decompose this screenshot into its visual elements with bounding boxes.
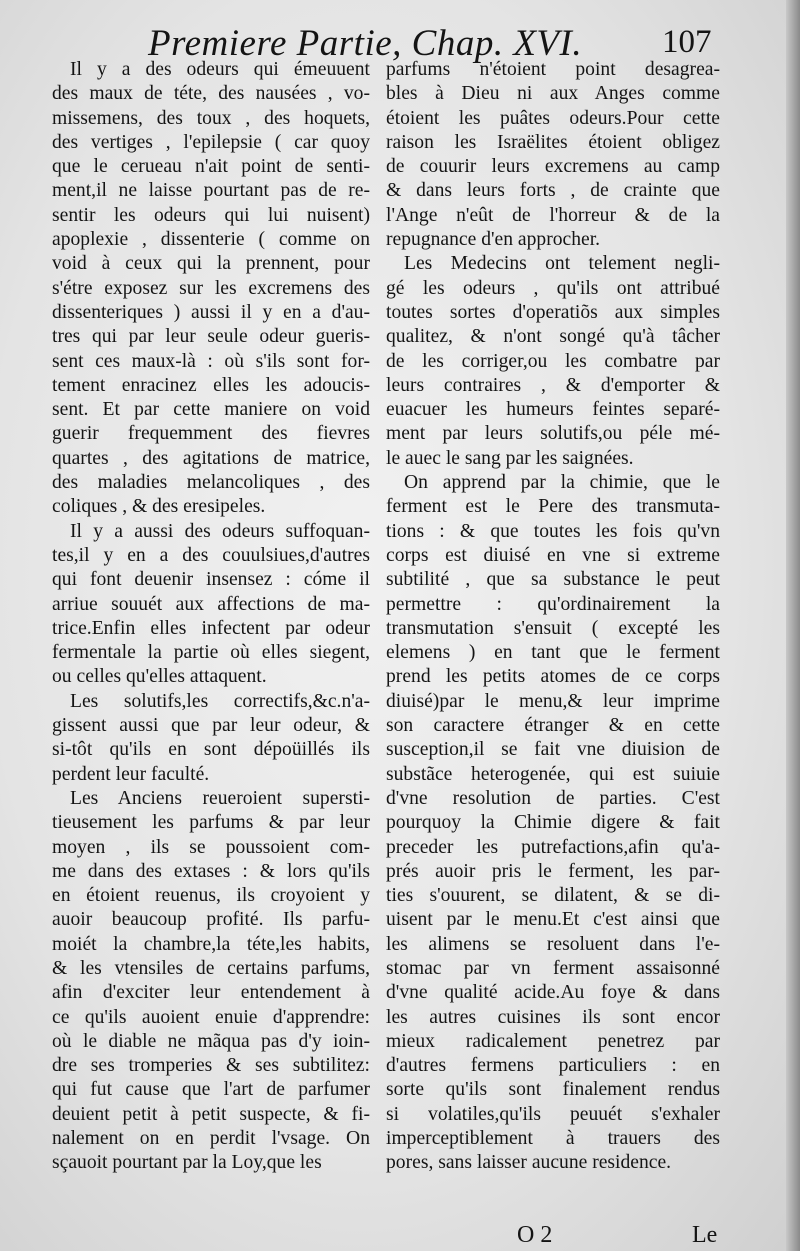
text-line: en étoient reuenus, ils croyoient y xyxy=(52,885,370,907)
text-line: Les Anciens reueroient supersti- xyxy=(70,787,370,809)
catchword: Le xyxy=(692,1222,718,1248)
text-line: substãce heterogenée, qui est suiuie xyxy=(386,763,720,785)
text-line: transmutation s'ensuit ( excepté les xyxy=(386,617,720,639)
text-line: tes,il y en a des couulsiues,d'autres xyxy=(52,544,370,566)
text-line: de les corriger,ou les combatre par xyxy=(386,350,720,372)
left-column xyxy=(52,58,370,1176)
text-line: toutes sortes d'operatiõs aux simples xyxy=(386,301,720,323)
text-line: diuisé)par le menu,& leur imprime xyxy=(386,690,720,712)
text-line: tions : & que toutes les fois qu'vn xyxy=(386,520,720,542)
text-line: trice.Enfin elles infectent par odeur xyxy=(52,617,370,639)
text-line: sorte qu'ils sont finalement rendus xyxy=(386,1079,720,1101)
text-line: & les vtensiles de certains parfums, xyxy=(52,957,370,979)
text-line: euacuer les humeurs feintes separé- xyxy=(386,399,720,421)
text-line: On apprend par la chimie, que le xyxy=(404,472,720,494)
text-line: tieusement les parfums & par leur xyxy=(52,812,370,834)
text-line: ment par leurs solutifs,ou péle mé- xyxy=(386,423,720,445)
text-line: sentir les odeurs qui lui nuisent) xyxy=(52,204,370,226)
text-line: où le diable ne mãqua pas d'y ioin- xyxy=(52,1030,370,1052)
text-line: l'Ange n'eût de l'horreur & de la xyxy=(386,204,720,226)
text-line: que le cerueau n'ait point de senti- xyxy=(52,156,370,178)
page-number: 107 xyxy=(662,24,712,60)
text-line: tres qui par leur seule odeur gueris- xyxy=(52,326,370,348)
text-line: dissenteriques ) aussi il y en a d'au- xyxy=(52,301,370,323)
text-line: imperceptiblement à trauers des xyxy=(386,1128,720,1150)
text-line: les autres cuisines ils sont encor xyxy=(386,1006,720,1028)
text-line: prés auoir pris le ferment, les par- xyxy=(386,860,720,882)
text-line: Les solutifs,les correctifs,&c.n'a- xyxy=(70,690,370,712)
running-head: Premiere Partie, Chap. XVI. xyxy=(148,23,583,64)
text-line: prend les petits atomes de ce corps xyxy=(386,666,720,688)
text-line: qui font deuenir insensez : cóme il xyxy=(52,569,370,591)
page-edge-shadow xyxy=(786,0,800,1251)
text-line: des maladies melancoliques , des xyxy=(52,472,370,494)
text-line: qui fut cause que l'art de parfumer xyxy=(52,1079,370,1101)
text-line: d'autres fermens particuliers : en xyxy=(386,1055,720,1077)
text-line: elemens ) en tant que le ferment xyxy=(386,642,720,664)
text-line: parfums n'étoient point desagrea- xyxy=(386,59,720,80)
signature-mark: O 2 xyxy=(517,1222,553,1248)
text-line: qualitez, & n'ont songé qu'à tâcher xyxy=(386,326,720,348)
text-line: gé les odeurs , qu'ils ont attribué xyxy=(386,277,720,299)
text-line: void à ceux qui la prennent, pour xyxy=(52,253,370,275)
text-line: sent. Et par cette maniere on void xyxy=(52,399,370,421)
text-line: étoient les puâtes odeurs.Pour cette xyxy=(386,107,720,129)
text-line: perdent leur faculté. xyxy=(52,763,210,785)
text-line: ce qu'ils auoient enuie d'apprendre: xyxy=(52,1006,370,1028)
text-line: coliques , & des eresipeles. xyxy=(52,496,266,518)
text-line: me dans des extases : & lors qu'ils xyxy=(52,860,370,882)
text-line: repugnance d'en approcher. xyxy=(386,229,601,251)
text-line: susception,il se fait vne diuision de xyxy=(386,739,720,761)
right-column xyxy=(386,58,720,1176)
text-line: dre ses tromperies & ses subtilitez: xyxy=(52,1055,370,1077)
text-line: raison les Israëlites étoient obligez xyxy=(386,131,720,153)
text-line: ou celles qu'elles attaquent. xyxy=(52,666,267,688)
text-line: & dans leurs forts , de crainte que xyxy=(386,180,720,202)
text-line: uisent par le menu.Et c'est ainsi que xyxy=(386,909,720,931)
text-line: missemens, des toux , des hoquets, xyxy=(52,107,370,129)
text-line: tement enracinez elles les adoucis- xyxy=(52,374,370,396)
text-line: d'vne qualité acide.Au foye & dans xyxy=(386,982,720,1004)
text-line: s'étre exposez sur les excremens des xyxy=(52,277,370,299)
text-line: d'vne resolution de parties. C'est xyxy=(386,787,720,809)
text-line: ment,il ne laisse pourtant pas de re- xyxy=(52,180,370,202)
text-line: le auec le sang par les saignées. xyxy=(386,447,634,469)
text-line: si volatiles,qu'ils peuuét s'exhaler xyxy=(386,1103,720,1125)
text-line: leurs contraires , & d'emporter & xyxy=(386,374,720,396)
text-line: de couurir leurs excremens au camp xyxy=(386,156,720,178)
text-line: permettre : qu'ordinairement la xyxy=(386,593,720,615)
text-line: deuient petit à petit suspecte, & fi- xyxy=(52,1103,370,1125)
text-line: stomac par vn ferment assaisonné xyxy=(386,957,720,979)
text-line: des vertiges , l'epilepsie ( car quoy xyxy=(52,131,370,153)
text-line: Il y a aussi des odeurs suffoquan- xyxy=(70,520,370,542)
text-line: ties s'ouurent, se dilatent, & se di- xyxy=(386,885,720,907)
text-line: si-tôt qu'ils en sont dépoüillés ils xyxy=(52,739,370,761)
text-line: des maux de téte, des nausées , vo- xyxy=(52,83,370,105)
text-line: auoir beaucoup profité. Ils parfu- xyxy=(52,909,370,931)
text-line: les alimens se resoluent dans l'e- xyxy=(386,933,720,955)
page-footer xyxy=(0,1222,800,1251)
text-line: apoplexie , dissenterie ( comme on xyxy=(52,229,370,251)
text-line: mieux radicalement penetrez par xyxy=(386,1030,720,1052)
text-line: guerir frequemment des fievres xyxy=(52,423,370,445)
text-line: son caractere étranger & en cette xyxy=(386,715,720,737)
text-line: arriue souuét aux affections de ma- xyxy=(52,593,370,615)
text-line: sent ces maux-là : où s'ils sont for- xyxy=(52,350,370,372)
text-line: subtilité , que sa substance le peut xyxy=(386,569,720,591)
text-line: pores, sans laisser aucune residence. xyxy=(386,1152,672,1174)
text-line: moiét la chambre,la téte,les habits, xyxy=(52,933,370,955)
text-line: fermentale la partie où elles siegent, xyxy=(52,642,370,664)
text-line: sçauoit pourtant par la Loy,que les xyxy=(52,1152,322,1174)
text-line: afin d'exciter leur entendement à xyxy=(52,982,370,1004)
text-line: nalement on en perdit l'vsage. On xyxy=(52,1128,370,1150)
text-line: ferment est le Pere des transmuta- xyxy=(386,496,720,518)
text-line: moyen , ils se poussoient com- xyxy=(52,836,370,858)
text-line: Il y a des odeurs qui émeuuent xyxy=(70,59,370,80)
text-line: pourquoy la Chimie digere & fait xyxy=(386,812,720,834)
text-line: bles à Dieu ni aux Anges comme xyxy=(386,83,720,105)
text-line: gissent aussi que par leur odeur, & xyxy=(52,715,370,737)
text-line: Les Medecins ont telement negli- xyxy=(404,253,720,275)
text-line: preceder les putrefactions,afin qu'a- xyxy=(386,836,720,858)
text-line: quartes , des agitations de matrice, xyxy=(52,447,370,469)
text-line: corps est diuisé en vne si extreme xyxy=(386,544,720,566)
